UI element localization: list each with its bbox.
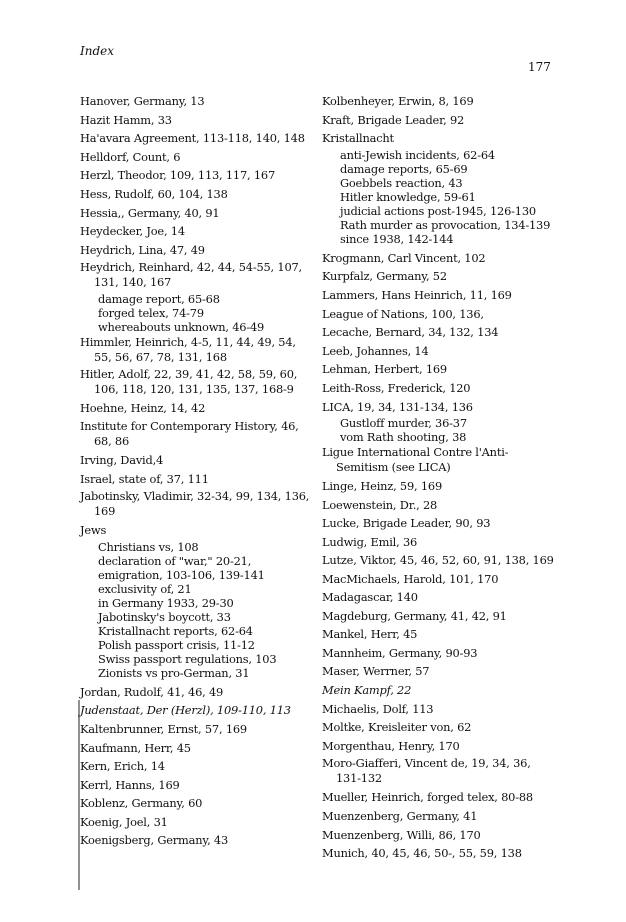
index-subentry: Jabotinsky's boycott, 33 <box>98 609 231 624</box>
index-entry: Muenzenberg, Germany, 41 <box>322 809 478 824</box>
running-header: Index <box>80 44 115 58</box>
index-entry: Hess, Rudolf, 60, 104, 138 <box>80 186 228 201</box>
index-entry: Lutze, Viktor, 45, 46, 52, 60, 91, 138, 169 <box>322 552 554 567</box>
index-entry: Hoehne, Heinz, 14, 42 <box>80 401 206 416</box>
index-entry: Munich, 40, 45, 46, 50-, 55, 59, 138 <box>322 846 522 861</box>
index-subentry: whereabouts unknown, 46-49 <box>98 320 265 335</box>
index-entry: Maser, Werrner, 57 <box>322 664 430 679</box>
index-entry: Michaelis, Dolf, 113 <box>322 701 434 716</box>
index-column-left <box>80 92 310 850</box>
index-subentry: Zionists vs pro-German, 31 <box>98 665 250 680</box>
index-entry: Hitler, Adolf, 22, 39, 41, 42, 58, 59, 60, 106, 118, 120, 131, 135, 137, 168-9 <box>80 367 298 397</box>
index-subentry: Polish passport crisis, 11-12 <box>98 637 255 652</box>
index-entry: MacMichaels, Harold, 101, 170 <box>322 571 499 586</box>
index-entry: Kolbenheyer, Erwin, 8, 169 <box>322 94 474 108</box>
index-entry: Leith-Ross, Frederick, 120 <box>322 380 471 395</box>
index-subentry: exclusivity of, 21 <box>98 581 192 596</box>
index-entry: Himmler, Heinrich, 4-5, 11, 44, 49, 54, 55, 56, 67, 78, 131, 168 <box>80 335 296 365</box>
index-entry: Jordan, Rudolf, 41, 46, 49 <box>80 684 224 699</box>
index-column-right <box>322 92 558 863</box>
index-subentry: declaration of "war," 20-21, <box>98 553 252 568</box>
index-entry: Mein Kampf, 22 <box>322 683 412 698</box>
index-entry: League of Nations, 100, 136, <box>322 306 484 321</box>
index-entry: Ligue International Contre l'Anti-Semitism (see LICA) <box>322 445 509 475</box>
index-entry: Moro-Giafferi, Vincent de, 19, 34, 36, 131-132 <box>322 756 531 786</box>
index-entry: Irving, David,4 <box>80 452 164 467</box>
index-entry: Muenzenberg, Willi, 86, 170 <box>322 827 481 842</box>
index-entry: Kurpfalz, Germany, 52 <box>322 269 447 284</box>
index-subentry: forged telex, 74-79 <box>98 306 204 321</box>
index-entry: Mankel, Herr, 45 <box>322 627 418 642</box>
index-subentry: Goebbels reaction, 43 <box>340 175 463 190</box>
index-entry: Heydrich, Reinhard, 42, 44, 54-55, 107, 131, 140, 167 <box>80 260 302 290</box>
index-subentry: Swiss passport regulations, 103 <box>98 651 277 666</box>
index-entry: Ludwig, Emil, 36 <box>322 534 418 549</box>
index-entry: Magdeburg, Germany, 41, 42, 91 <box>322 608 507 623</box>
index-entry: Moltke, Kreisleiter von, 62 <box>322 720 472 735</box>
index-entry: Madagascar, 140 <box>322 590 418 605</box>
index-entry: Mannheim, Germany, 90-93 <box>322 645 478 660</box>
index-entry: Helldorf, Count, 6 <box>80 149 181 164</box>
binding-edge <box>78 700 80 890</box>
index-subentry: Gustloff murder, 36-37 <box>340 416 467 431</box>
index-entry: LICA, 19, 34, 131-134, 136 <box>322 399 473 414</box>
index-entry: Jews <box>80 523 107 538</box>
index-entry: Leeb, Johannes, 14 <box>322 343 429 358</box>
index-entry: Krogmann, Carl Vincent, 102 <box>322 250 486 265</box>
index-subentry: vom Rath shooting, 38 <box>340 430 467 445</box>
index-entry: Herzl, Theodor, 109, 113, 117, 167 <box>80 168 276 183</box>
index-subentry: Christians vs, 108 <box>98 539 199 554</box>
index-entry: Loewenstein, Dr., 28 <box>322 497 438 512</box>
index-subentry: in Germany 1933, 29-30 <box>98 595 234 610</box>
index-subentry: anti-Jewish incidents, 62-64 <box>340 147 495 162</box>
index-entry: Lucke, Brigade Leader, 90, 93 <box>322 516 491 531</box>
index-entry: Institute for Contemporary History, 46, 68, 86 <box>80 418 299 448</box>
index-entry: Hanover, Germany, 13 <box>80 94 205 108</box>
index-entry: Heydrich, Lina, 47, 49 <box>80 242 205 257</box>
index-entry: Koenig, Joel, 31 <box>80 814 168 829</box>
index-entry: Judenstaat, Der (Herzl), 109-110, 113 <box>80 703 291 718</box>
index-entry: Hessia,, Germany, 40, 91 <box>80 205 220 220</box>
index-subentry: damage report, 65-68 <box>98 292 220 307</box>
index-entry: Morgenthau, Henry, 170 <box>322 738 460 753</box>
index-entry: Lehman, Herbert, 169 <box>322 362 447 377</box>
index-entry: Lammers, Hans Heinrich, 11, 169 <box>322 287 512 302</box>
index-entry: Linge, Heinz, 59, 169 <box>322 479 442 494</box>
index-subentry: Rath murder as provocation, 134-139 <box>340 217 551 232</box>
index-subentry: Hitler knowledge, 59-61 <box>340 189 476 204</box>
index-entry: Kaufmann, Herr, 45 <box>80 740 191 755</box>
index-entry: Israel, state of, 37, 111 <box>80 471 209 486</box>
index-entry: Kristallnacht <box>322 131 394 146</box>
index-entry: Ha'avara Agreement, 113-118, 140, 148 <box>80 131 305 146</box>
index-subentry: emigration, 103-106, 139-141 <box>98 567 265 582</box>
index-subentry: since 1938, 142-144 <box>340 231 454 246</box>
index-entry: Kraft, Brigade Leader, 92 <box>322 112 465 127</box>
index-entry: Kerrl, Hanns, 169 <box>80 777 180 792</box>
index-entry: Kern, Erich, 14 <box>80 759 165 774</box>
index-entry: Koblenz, Germany, 60 <box>80 796 203 811</box>
index-entry: Kaltenbrunner, Ernst, 57, 169 <box>80 721 247 736</box>
index-entry: Jabotinsky, Vladimir, 32-34, 99, 134, 136, 169 <box>80 489 310 519</box>
index-entry: Koenigsberg, Germany, 43 <box>80 833 228 848</box>
index-subentry: damage reports, 65-69 <box>340 161 468 176</box>
index-entry: Hazit Hamm, 33 <box>80 112 172 127</box>
index-entry: Heydecker, Joe, 14 <box>80 224 185 239</box>
index-subentry: Kristallnacht reports, 62-64 <box>98 623 253 638</box>
index-entry: Lecache, Bernard, 34, 132, 134 <box>322 325 499 340</box>
index-entry: Mueller, Heinrich, forged telex, 80-88 <box>322 790 533 805</box>
index-subentry: judicial actions post-1945, 126-130 <box>340 203 536 218</box>
page-number: 177 <box>528 60 551 74</box>
